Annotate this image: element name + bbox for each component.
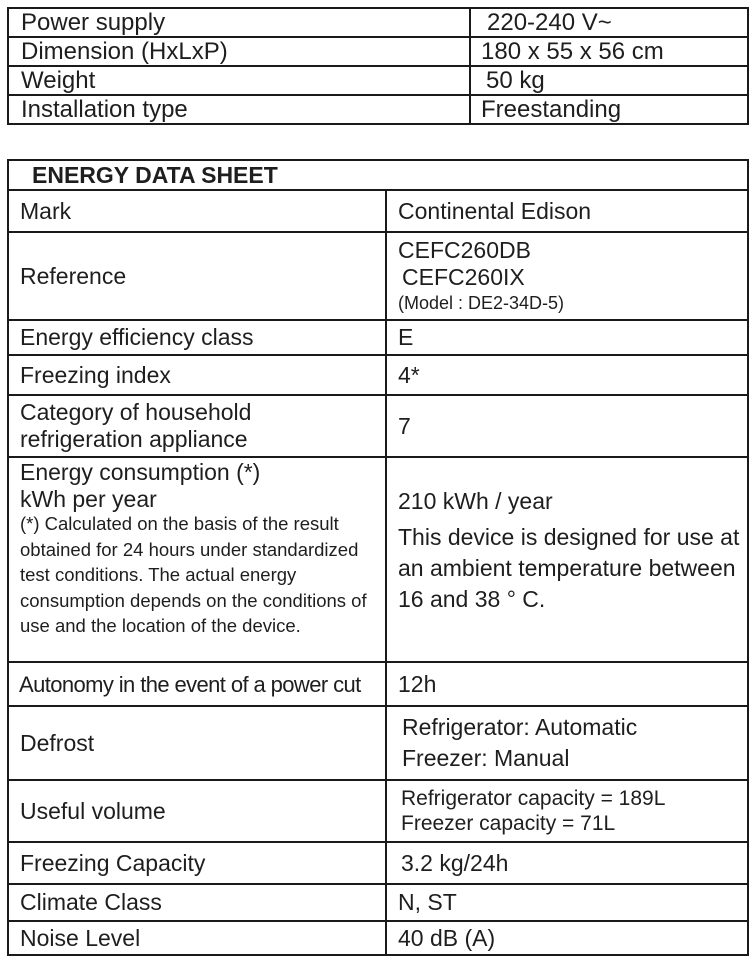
table-row bbox=[8, 395, 748, 457]
reference-value bbox=[386, 232, 748, 320]
spec-value: Freestanding bbox=[470, 95, 748, 124]
table-row bbox=[8, 95, 748, 124]
table-row bbox=[8, 662, 748, 706]
consumption-footnote: (*) Calculated on the basis of the result obtained for 24 hours under standardized test conditions. The actual energy consumption depends on the conditions of use and the location of the device. bbox=[20, 513, 367, 636]
category-label: Category of household refrigeration appliance bbox=[8, 395, 386, 457]
defrost-value: Refrigerator: Automatic Freezer: Manual bbox=[386, 706, 748, 780]
table-row bbox=[8, 320, 748, 355]
ambient-temperature-note: This device is designed for use at an ambient temperature between 16 and 38 ° C. bbox=[398, 524, 740, 612]
energy-data-sheet bbox=[7, 159, 749, 956]
defrost-label: Defrost bbox=[8, 706, 386, 780]
volume-label: Useful volume bbox=[8, 780, 386, 842]
spec-label: Dimension (HxLxP) bbox=[8, 37, 470, 66]
table-row bbox=[8, 37, 748, 66]
category-value: 7 bbox=[386, 395, 748, 457]
noise-level-label: Noise Level bbox=[8, 921, 386, 955]
mark-label: Mark bbox=[8, 190, 386, 232]
spec-label: Installation type bbox=[8, 95, 470, 124]
consumption-label: Energy consumption (*) kWh per year (*) Calculated on the basis of the result obtained for 24 hours under standardized test conditions. The actual energy consumption depends on the conditions of use and the location of the device. bbox=[8, 457, 386, 662]
table-row bbox=[8, 66, 748, 95]
spec-value: 180 x 55 x 56 cm bbox=[470, 37, 748, 66]
efficiency-label: Energy efficiency class bbox=[8, 320, 386, 355]
reference-code: CEFC260IX bbox=[402, 263, 525, 290]
autonomy-label: Autonomy in the event of a power cut bbox=[8, 662, 386, 706]
reference-label: Reference bbox=[8, 232, 386, 320]
freezing-capacity-value: 3.2 kg/24h bbox=[386, 842, 748, 884]
autonomy-value: 12h bbox=[386, 662, 748, 706]
sheet-title: ENERGY DATA SHEET bbox=[8, 160, 748, 190]
mark-value: Continental Edison bbox=[386, 190, 748, 232]
specifications-table bbox=[7, 7, 749, 125]
spec-label: Weight bbox=[8, 66, 470, 95]
spec-label: Power supply bbox=[8, 8, 470, 37]
table-row bbox=[8, 355, 748, 395]
table-row bbox=[8, 190, 748, 232]
table-row bbox=[8, 8, 748, 37]
freezing-capacity-label: Freezing Capacity bbox=[8, 842, 386, 884]
noise-level-value: 40 dB (A) bbox=[386, 921, 748, 955]
spec-value: 50 kg bbox=[470, 66, 748, 95]
table-row bbox=[8, 457, 748, 662]
consumption-value: 210 kWh / year This device is designed for use at an ambient temperature between 16 and 38 ° C. bbox=[386, 457, 748, 662]
efficiency-value: E bbox=[386, 320, 748, 355]
spec-value: 220-240 V~ bbox=[470, 8, 748, 37]
table-header-row bbox=[8, 160, 748, 190]
table-row bbox=[8, 232, 748, 320]
volume-value: Refrigerator capacity = 189L Freezer capacity = 71L bbox=[386, 780, 748, 842]
table-row bbox=[8, 706, 748, 780]
climate-class-label: Climate Class bbox=[8, 884, 386, 921]
freezing-index-value: 4* bbox=[386, 355, 748, 395]
table-row bbox=[8, 842, 748, 884]
climate-class-value: N, ST bbox=[386, 884, 748, 921]
freezing-index-label: Freezing index bbox=[8, 355, 386, 395]
table-row bbox=[8, 884, 748, 921]
reference-code: CEFC260DB bbox=[398, 236, 531, 263]
table-row bbox=[8, 780, 748, 842]
table-row bbox=[8, 921, 748, 955]
model-number: (Model : DE2-34D-5) bbox=[398, 292, 565, 313]
